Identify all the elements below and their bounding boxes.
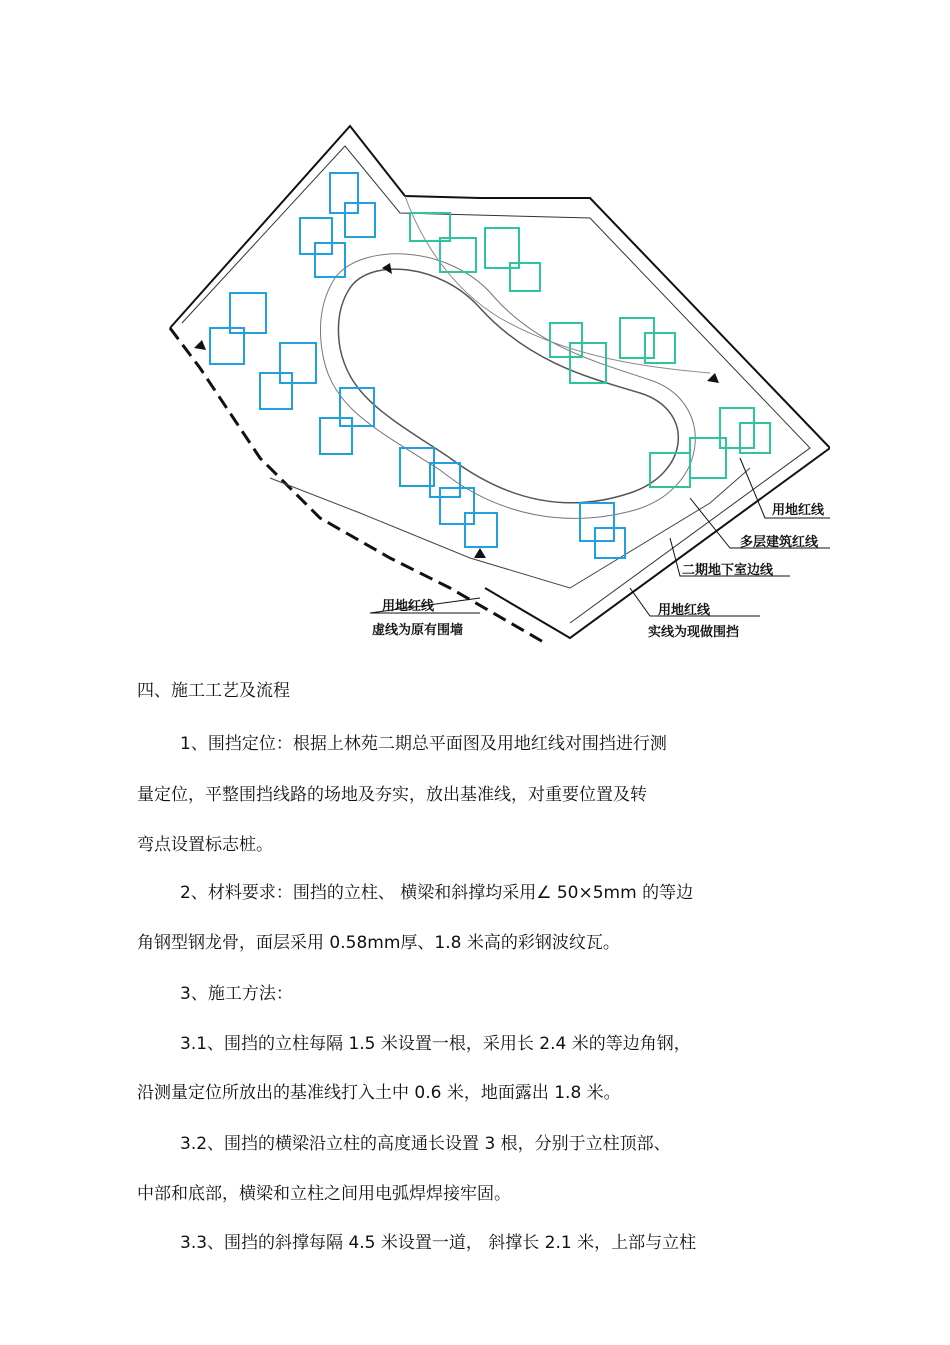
callout-land-redline-bottom-left: 用地红线	[382, 599, 435, 614]
callout-solid-note: 实线为现做围挡	[648, 625, 740, 640]
section-heading: 四、施工工艺及流程	[137, 681, 290, 701]
callout-land-redline-right: 用地红线	[772, 503, 825, 518]
paragraph-line: 3.3、围挡的斜撑每隔 4.5 米设置一道， 斜撑长 2.1 米，上部与立柱	[180, 1233, 697, 1253]
paragraph-line: 弯点设置标志桩。	[137, 835, 273, 855]
callout-basement-edge: 二期地下室边线	[682, 563, 774, 578]
paragraph-line: 1、围挡定位：根据上林苑二期总平面图及用地红线对围挡进行测	[180, 734, 667, 754]
outer-road	[321, 254, 696, 519]
callout-dashed-note: 虚线为原有围墙	[372, 623, 464, 638]
paragraph-line: 量定位，平整围挡线路的场地及夯实，放出基准线，对重要位置及转	[137, 785, 647, 805]
paragraph-line: 中部和底部，横梁和立柱之间用电弧焊焊接牢固。	[137, 1184, 511, 1204]
inner-redline	[182, 146, 810, 623]
building-cluster-west	[210, 173, 625, 558]
paragraph-line: 3.2、围挡的横梁沿立柱的高度通长设置 3 根，分别于立柱顶部、	[180, 1134, 671, 1154]
site-plan-drawing	[150, 118, 830, 658]
direction-arrows	[194, 263, 719, 558]
callout-multistory-redline: 多层建筑红线	[740, 535, 819, 550]
central-road	[338, 269, 678, 503]
paragraph-line: 3.1、围挡的立柱每隔 1.5 米设置一根，采用长 2.4 米的等边角钢，	[180, 1034, 691, 1054]
paragraph-line: 沿测量定位所放出的基准线打入土中 0.6 米，地面露出 1.8 米。	[137, 1083, 621, 1103]
site-boundary-solid	[170, 126, 830, 638]
paragraph-line: 2、材料要求：围挡的立柱、 横梁和斜撑均采用∠ 50×5mm 的等边	[180, 883, 694, 903]
callout-land-redline-bottom-right: 用地红线	[658, 603, 711, 618]
paragraph-line: 3、施工方法：	[180, 984, 293, 1004]
original-wall-dashed	[170, 328, 545, 643]
paragraph-line: 角钢型钢龙骨，面层采用 0.58mm厚、1.8 米高的彩钢波纹瓦。	[137, 933, 620, 953]
